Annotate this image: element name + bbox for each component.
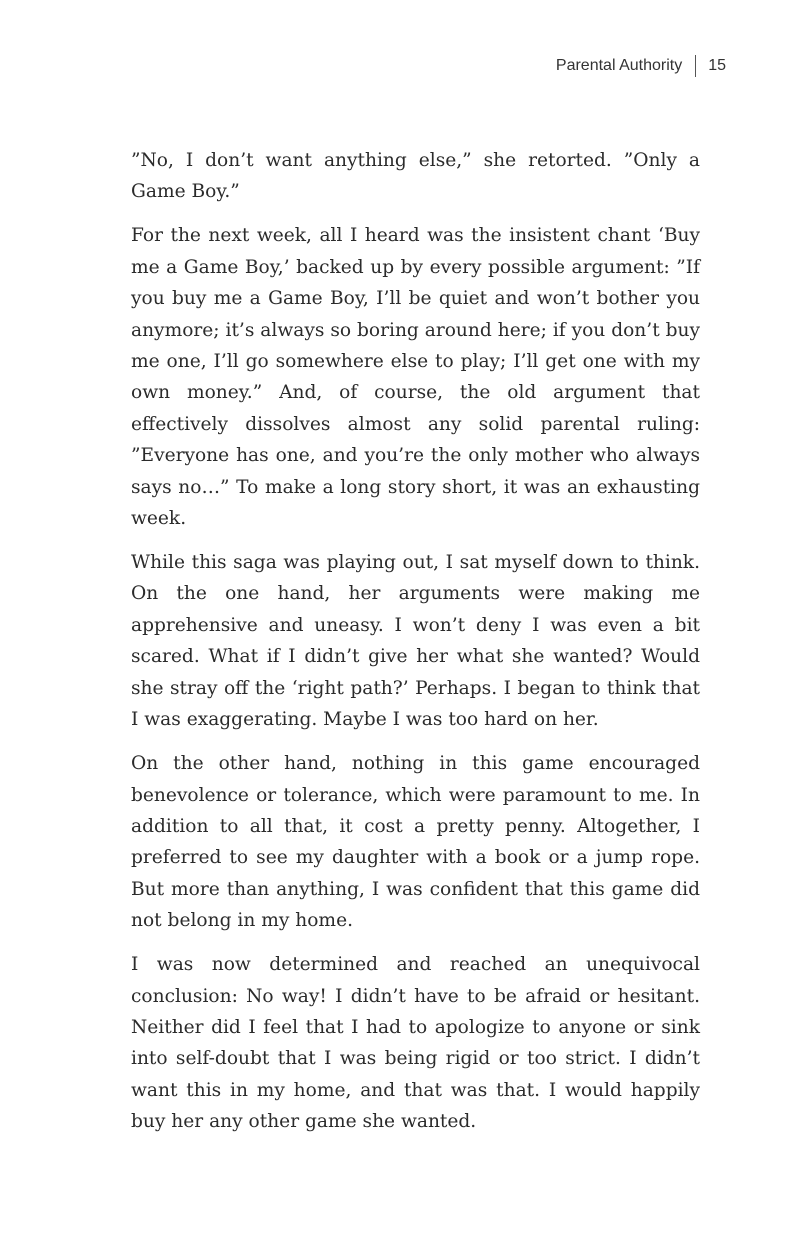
paragraph-3: While this saga was playing out, I sat myself down to think. On the one hand, her arguments were making me apprehensive and uneasy. I won’t deny I was even a bit scared. What if I didn’t give her what she wanted? Would she stray off the ‘right path?’ Perhaps. I began to think that I was exaggerating. Maybe I was too hard on her.: [131, 552, 700, 731]
body-text: [131, 145, 700, 1150]
chapter-title: Parental Authority: [555, 57, 683, 74]
running-header: [556, 55, 726, 77]
header-divider: [695, 55, 696, 77]
paragraph-5: I was now determined and reached an unequivocal conclusion: No way! I didn’t have to be afraid or hesitant. Neither did I feel that I had to apologize to anyone or sink into self-doubt that I was being rigid or too strict. I didn’t want this in my home, and that was that. I would happily buy her any other game she wanted.: [131, 954, 700, 1133]
page-number: 15: [708, 57, 726, 74]
paragraph-4: On the other hand, nothing in this game encouraged benevolence or tolerance, which were paramount to me. In addition to all that, it cost a pretty penny. Altogether, I preferred to see my daughter with a book or a jump rope. But more than anything, I was confident that this game did not belong in my home.: [131, 753, 700, 932]
paragraph-1: ”No, I don’t want anything else,” she retorted. ”Only a Game Boy.”: [131, 150, 700, 203]
paragraph-2: For the next week, all I heard was the insistent chant ‘Buy me a Game Boy,’ backed up by every possible argument: ”If you buy me a Game Boy, I’ll be quiet and won’t bother you anymore; it’s always so boring around here; if you don’t buy me one, I’ll go somewhere else to play; I’ll get one with my own money.” And, of course, the old argument that effectively dissolves almost any solid parental ruling: ”Everyone has one, and you’re the only mother who always says no…” To make a long story short, it was an exhausting week.: [131, 225, 700, 530]
